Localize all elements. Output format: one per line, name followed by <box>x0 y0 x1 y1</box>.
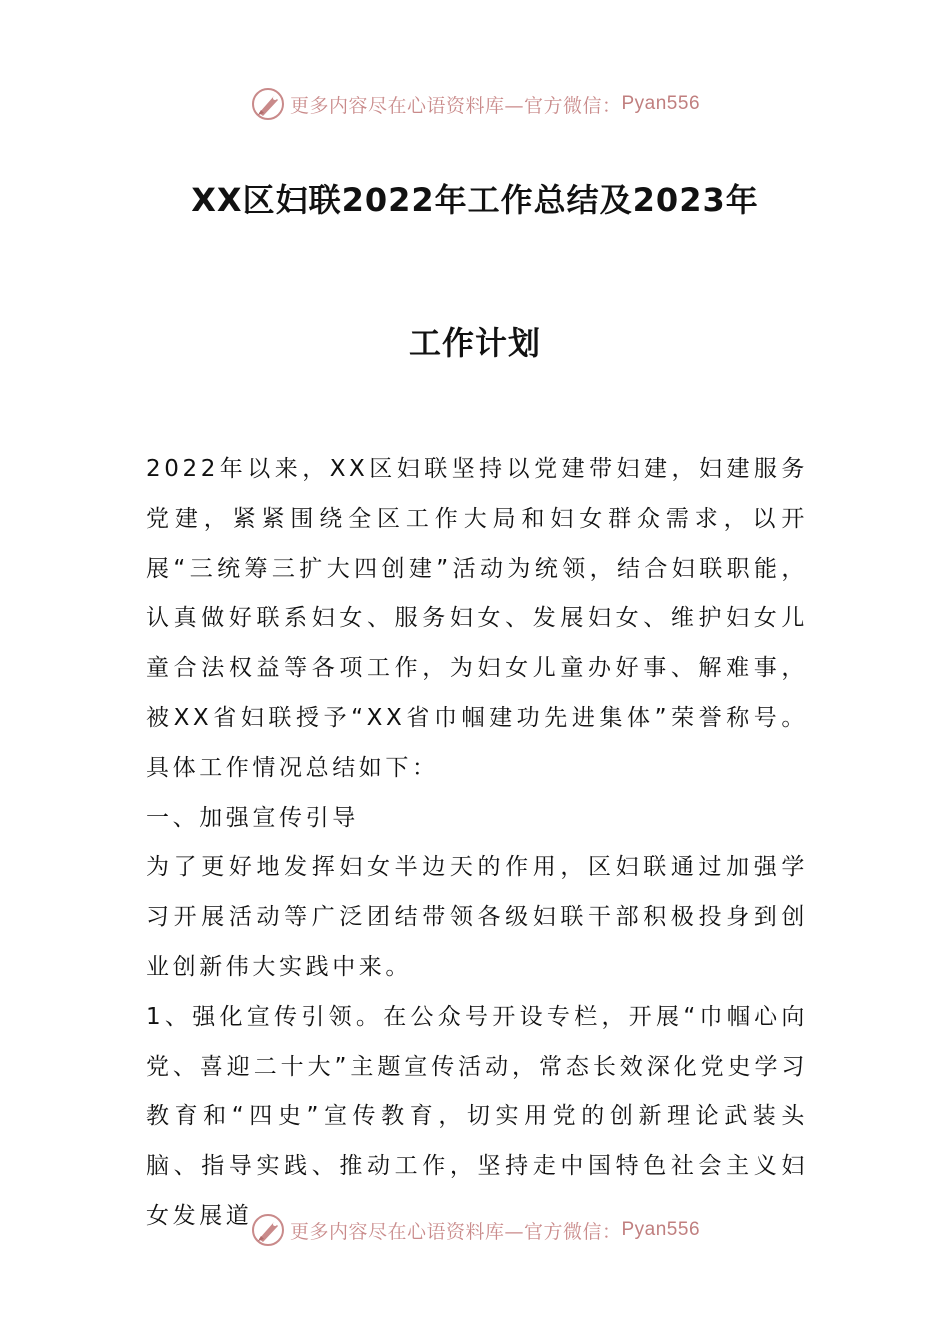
watermark-text: 更多内容尽在心语资料库—官方微信： <box>289 1220 622 1243</box>
section-paragraph: 为了更好地发挥妇女半边天的作用，区妇联通过加强学习开展活动等广泛团结带领各级妇联干部积极投身到创业创新伟大实践中来。 <box>146 854 808 980</box>
pen-nib-icon <box>250 1212 286 1248</box>
pen-nib-icon <box>250 86 286 122</box>
watermark-text: 更多内容尽在心语资料库—官方微信： <box>289 94 622 117</box>
watermark-wechat-id: Pyan556 <box>621 93 701 114</box>
document-body <box>146 445 808 1242</box>
document-title-line-1: XX区妇联2022年工作总结及2023年 <box>191 181 759 219</box>
watermark-wechat-id: Pyan556 <box>621 1219 701 1240</box>
intro-paragraph: 2022年以来，XX区妇联坚持以党建带妇建，妇建服务党建，紧紧围绕全区工作大局和妇女群众需求，以开展“三统筹三扩大四创建”活动为统领，结合妇联职能，认真做好联系妇女、服务妇女、发展妇女、维护妇女儿童合法权益等各项工作，为妇女儿童办好事、解难事，被XX省妇联授予“XX省巾帼建功先进集体”荣誉称号。具体工作情况总结如下： <box>146 456 808 781</box>
document-title-line-2: 工作计划 <box>408 324 541 362</box>
item-paragraph: 1、强化宣传引领。在公众号开设专栏，开展“巾帼心向党、喜迎二十大”主题宣传活动，常态长效深化党史学习教育和“四史”宣传教育，切实用党的创新理论武装头脑、指导实践、推动工作，坚持走中国特色社会主义妇女发展道 <box>146 1003 808 1229</box>
header-watermark <box>0 84 950 124</box>
footer-watermark <box>0 1210 950 1250</box>
section-heading: 一、加强宣传引导 <box>146 804 359 831</box>
